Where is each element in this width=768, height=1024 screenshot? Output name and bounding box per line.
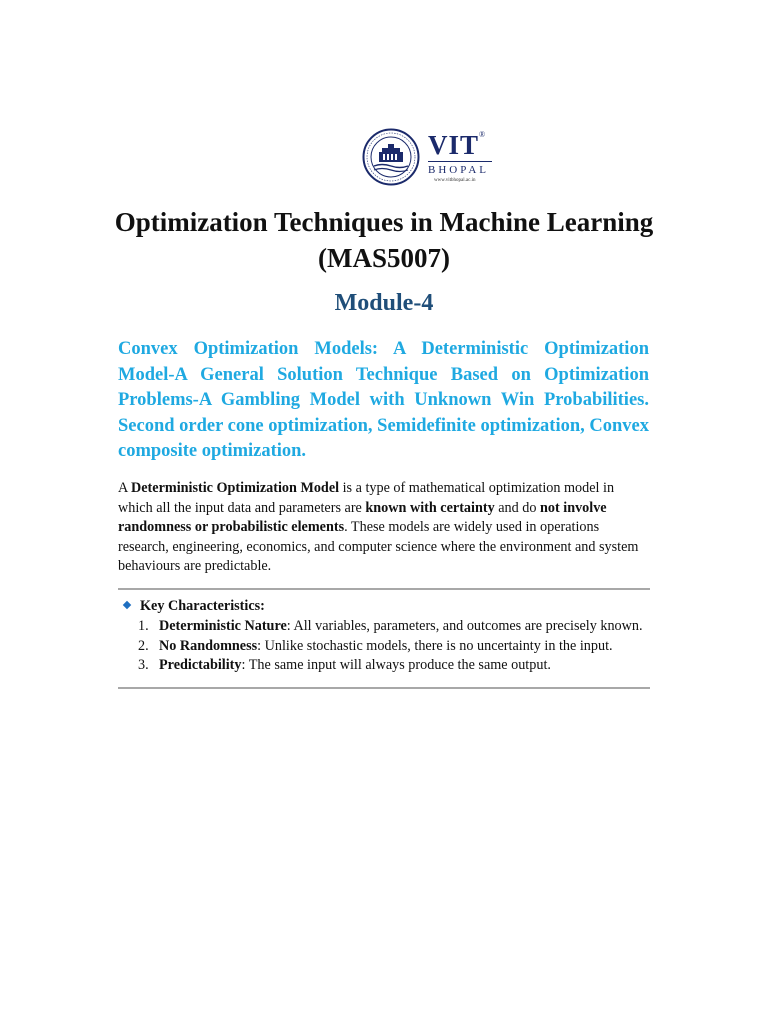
module-topics: Convex Optimization Models: A Deterministic Optimization Model-A General Solution Technique Based on Optimization Problems-A Gambling Model with Unknown Win Probabilities. Second order cone optimization, Semidefinite optimization, Convex composite optimization. <box>118 339 649 461</box>
brand-location: BHOPAL <box>428 161 492 176</box>
list-description: : All variables, parameters, and outcomes are precisely known. <box>286 618 643 634</box>
list-term: No Randomness <box>159 637 258 654</box>
list-number: 1. <box>138 618 149 634</box>
intro-text: and do <box>494 499 540 516</box>
key-characteristics-label: Key Characteristics: <box>140 598 265 614</box>
registered-mark: ® <box>479 130 486 139</box>
course-code: (MAS5007) <box>318 243 450 273</box>
list-item <box>138 656 658 676</box>
key-characteristics-list <box>138 617 658 676</box>
vit-bhopal-logo <box>362 128 496 186</box>
divider-top <box>118 588 650 590</box>
intro-bold-term: Deterministic Optimization Model <box>131 480 340 496</box>
intro-text: . These models are widely used in operations research, engineering, economics, and computer science where the environment and system behaviours are predictable. <box>118 519 639 574</box>
list-item <box>138 637 658 657</box>
list-number: 2. <box>138 637 149 654</box>
brand-wordmark <box>428 132 498 183</box>
list-description: : Unlike stochastic models, there is no uncertainty in the input. <box>257 637 613 654</box>
key-characteristics-heading <box>124 597 265 616</box>
list-item <box>138 617 658 637</box>
brand-name: VIT <box>428 130 480 160</box>
intro-bold-term: known with certainty <box>365 499 495 516</box>
intro-text: is a type of mathematical optimization model in which all the input data and parameters are <box>118 480 615 516</box>
list-term: Predictability <box>159 657 242 673</box>
brand-url: www.vitbhopal.ac.in <box>434 178 476 183</box>
intro-bold-term: not involve randomness or probabilistic elements <box>118 499 607 535</box>
course-title <box>0 204 768 276</box>
course-title-line1: Optimization Techniques in Machine Learning <box>114 207 654 237</box>
diamond-bullet-icon <box>123 601 131 609</box>
list-term: Deterministic Nature <box>159 618 287 634</box>
intro-paragraph <box>118 479 649 577</box>
list-number: 3. <box>138 657 149 673</box>
divider-bottom <box>118 687 650 689</box>
university-seal-icon <box>362 128 420 186</box>
intro-text: A <box>118 480 132 496</box>
module-heading: Module-4 <box>334 290 434 316</box>
list-description: : The same input will always produce the same output. <box>241 657 551 673</box>
